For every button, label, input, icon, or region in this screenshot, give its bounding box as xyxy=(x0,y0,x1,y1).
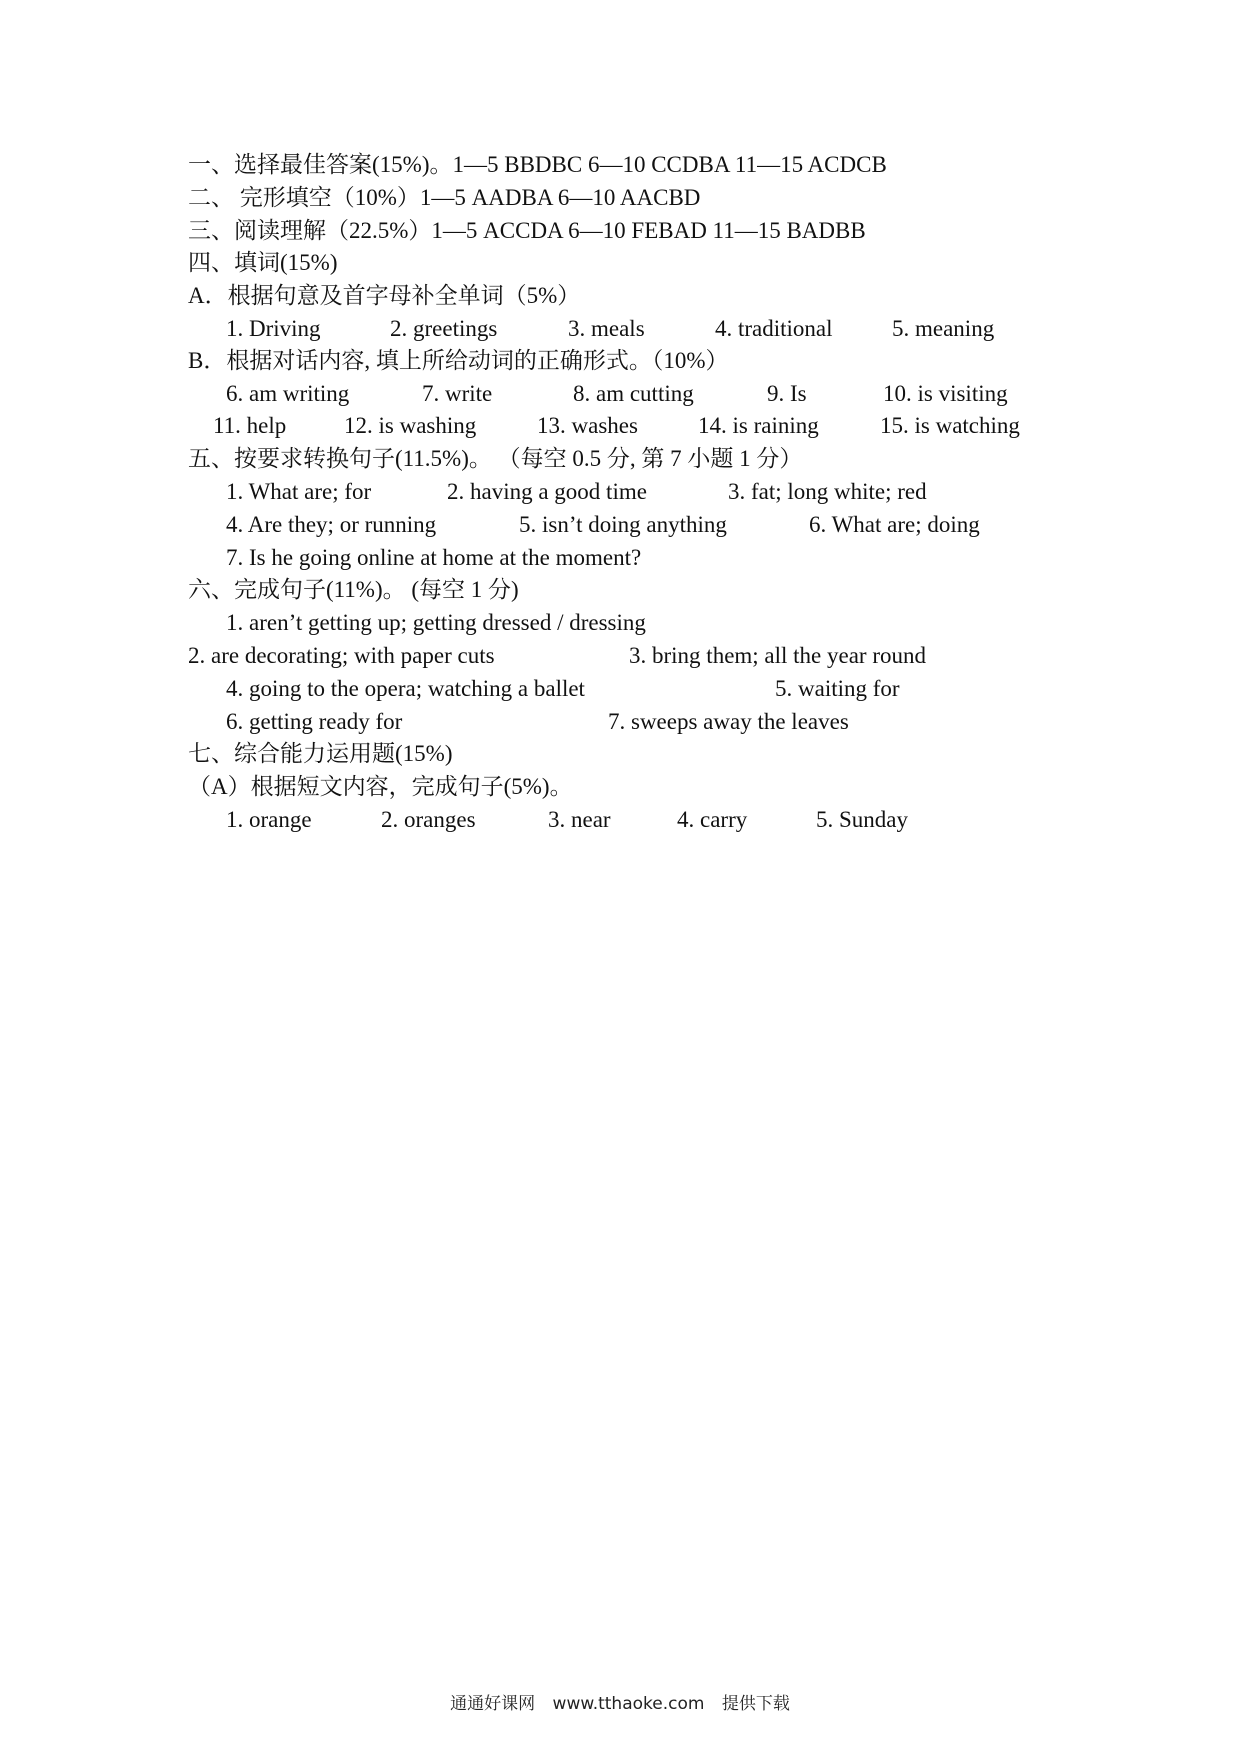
s4a-answer-2: 2. greetings xyxy=(390,316,498,341)
s7a-answer-1: 1. orange xyxy=(226,807,312,832)
s6-answer-7: 7. sweeps away the leaves xyxy=(608,709,849,734)
footer-site-name: 通通好课网 xyxy=(450,1694,536,1714)
s4a-answer-4: 4. traditional xyxy=(715,316,833,341)
section-6-heading: 六、完成句子(11%)。 (每空 1 分) xyxy=(188,577,519,602)
footer-url-link[interactable]: www.tthaoke.com xyxy=(552,1694,705,1714)
s7a-answer-2: 2. oranges xyxy=(381,807,476,832)
section-5-heading: 五、按要求转换句子(11.5%)。 （每空 0.5 分, 第 7 小题 1 分） xyxy=(188,446,803,471)
s4b-answer-10: 10. is visiting xyxy=(883,381,1008,406)
s6-answer-2: 2. are decorating; with paper cuts xyxy=(188,643,495,668)
s5-answer-1: 1. What are; for xyxy=(226,479,372,504)
s6-answer-3: 3. bring them; all the year round xyxy=(629,643,927,668)
s4a-answer-1: 1. Driving xyxy=(226,316,321,341)
s6-answer-6: 6. getting ready for xyxy=(226,709,403,734)
section-7-heading: 七、综合能力运用题(15%) xyxy=(188,741,453,766)
s5-answer-6: 6. What are; doing xyxy=(809,512,980,537)
s6-answer-4: 4. going to the opera; watching a ballet xyxy=(226,676,585,701)
s4b-answer-6: 6. am writing xyxy=(226,381,350,406)
s4b-answer-11: 11. help xyxy=(213,413,287,438)
s4b-answer-9: 9. Is xyxy=(767,381,807,406)
section-7a-heading: （A）根据短文内容，完成句子(5%)。 xyxy=(188,774,573,799)
s7a-answer-3: 3. near xyxy=(548,807,611,832)
page-footer xyxy=(0,1692,1240,1716)
section-4a-heading: A．根据句意及首字母补全单词（5%） xyxy=(188,283,581,308)
s5-answer-4: 4. Are they; or running xyxy=(226,512,437,537)
s6-answer-1: 1. aren’t getting up; getting dressed / dressing xyxy=(226,610,646,635)
section-1-multiple-choice: 一、选择最佳答案(15%)。1—5 BBDBC 6—10 CCDBA 11—15 ACDCB xyxy=(188,152,887,177)
s5-answer-2: 2. having a good time xyxy=(447,479,647,504)
s5-answer-3: 3. fat; long white; red xyxy=(728,479,927,504)
s7a-answer-4: 4. carry xyxy=(677,807,748,832)
s7a-answer-5: 5. Sunday xyxy=(816,807,908,832)
footer-suffix: 提供下载 xyxy=(721,1694,790,1714)
s4b-answer-8: 8. am cutting xyxy=(573,381,694,406)
s4b-answer-7: 7. write xyxy=(422,381,493,406)
section-3-reading: 三、阅读理解（22.5%）1—5 ACCDA 6—10 FEBAD 11—15 BADBB xyxy=(188,218,866,243)
s4a-answer-3: 3. meals xyxy=(568,316,645,341)
s5-answer-7: 7. Is he going online at home at the moment? xyxy=(226,545,642,570)
s4b-answer-15: 15. is watching xyxy=(880,413,1020,438)
s4b-answer-13: 13. washes xyxy=(537,413,638,438)
section-2-cloze: 二、 完形填空（10%）1—5 AADBA 6—10 AACBD xyxy=(188,185,701,210)
s4b-answer-12: 12. is washing xyxy=(344,413,477,438)
s4a-answer-5: 5. meaning xyxy=(892,316,995,341)
section-4-heading: 四、填词(15%) xyxy=(188,250,338,275)
s5-answer-5: 5. isn’t doing anything xyxy=(519,512,727,537)
section-4b-heading: B．根据对话内容, 填上所给动词的正确形式。（10%） xyxy=(188,348,729,373)
s4b-answer-14: 14. is raining xyxy=(698,413,819,438)
s6-answer-5: 5. waiting for xyxy=(775,676,900,701)
